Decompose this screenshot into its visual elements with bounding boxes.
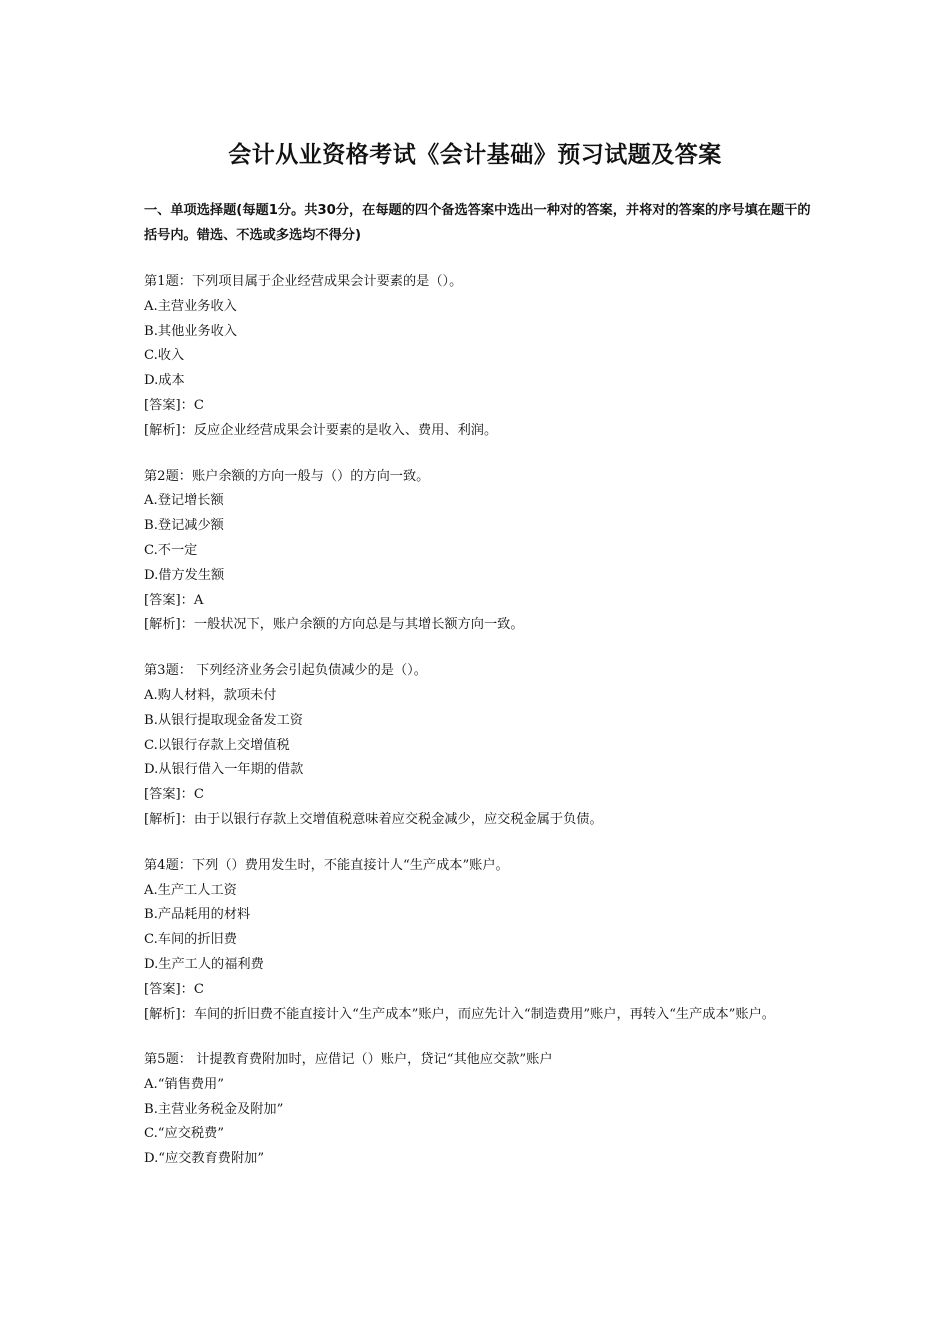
analysis: [解析]：由于以银行存款上交增值税意味着应交税金减少，应交税金属于负债。 (144, 811, 603, 827)
question-stem: 第1题：下列项目属于企业经营成果会计要素的是（）。 (144, 274, 463, 289)
answer: [答案]：C (144, 397, 204, 413)
option-d: D.从银行借入一年期的借款 (144, 762, 304, 778)
option-b: B.产品耗用的材料 (144, 907, 251, 923)
option-b: B.主营业务税金及附加” (144, 1101, 284, 1117)
answer: [答案]：C (144, 981, 204, 997)
question-list (144, 270, 812, 1193)
option-a: A.“销售费用” (144, 1076, 224, 1092)
option-d: D.成本 (144, 373, 185, 389)
analysis: [解析]：一般状况下，账户余额的方向总是与其增长额方向一致。 (144, 617, 524, 633)
option-b: B.从银行提取现金备发工资 (144, 712, 303, 728)
option-d: D.借方发生额 (144, 567, 225, 583)
answer: [答案]：A (144, 592, 204, 608)
analysis: [解析]：反应企业经营成果会计要素的是收入、费用、利润。 (144, 422, 498, 438)
question-1 (144, 270, 812, 444)
answer: [答案]：C (144, 787, 204, 803)
question-stem: 第4题：下列（）费用发生时，不能直接计人“生产成本”账户。 (144, 857, 509, 873)
question-stem: 第2题：账户余额的方向一般与（）的方向一致。 (144, 468, 430, 484)
question-5 (144, 1048, 812, 1172)
option-a: A.生产工人工资 (144, 882, 237, 898)
option-c: C.车间的折旧费 (144, 932, 237, 948)
option-a: A.登记增长额 (144, 493, 224, 509)
option-c: C.“应交税费” (144, 1126, 225, 1142)
analysis: [解析]：车间的折旧费不能直接计入“生产成本”账户，而应先计入“制造费用”账户，再转入“生产成本”账户。 (144, 1006, 775, 1022)
question-stem: 第3题： 下列经济业务会引起负债减少的是（）。 (144, 663, 427, 679)
option-d: D.“应交教育费附加” (144, 1151, 265, 1167)
section-heading: 一、单项选择题(每题1分。共30分，在每题的四个备选答案中选出一种对的答案，并将对的答案的序号填在题干的括号内。错选、不选或多选均不得分) (144, 203, 811, 243)
question-3 (144, 659, 812, 833)
question-stem: 第5题： 计提教育费附加时，应借记（）账户，贷记“其他应交款”账户 (144, 1052, 553, 1068)
option-a: A.主营业务收入 (144, 298, 237, 314)
question-4 (144, 854, 812, 1027)
question-2 (144, 465, 812, 639)
option-b: B.登记减少额 (144, 518, 224, 534)
option-d: D.生产工人的福利费 (144, 956, 264, 972)
document-title: 会计从业资格考试《会计基础》预习试题及答案 (228, 141, 722, 168)
option-a: A.购人材料，款项未付 (144, 687, 277, 703)
option-c: C.收入 (144, 348, 185, 364)
option-c: C.以银行存款上交增值税 (144, 737, 290, 753)
option-c: C.不一定 (144, 542, 198, 558)
option-b: B.其他业务收入 (144, 323, 238, 339)
